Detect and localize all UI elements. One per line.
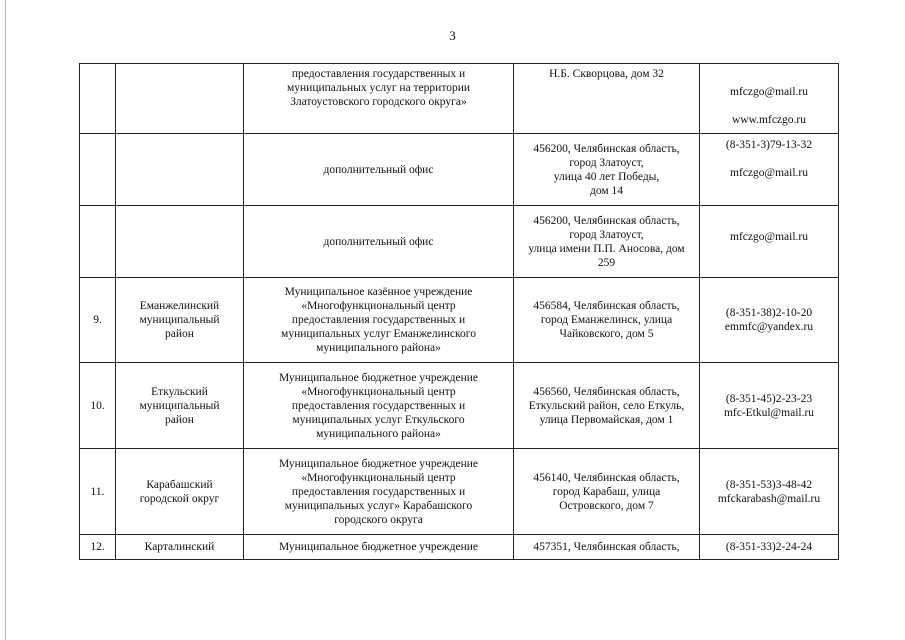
- row-number-cell: [80, 64, 116, 134]
- contacts-cell: (8-351-33)2-24-24: [700, 535, 839, 560]
- contacts-cell: (8-351-3)79-13-32 mfczgo@mail.ru: [700, 134, 839, 206]
- institution-cell: Муниципальное казённое учреждение «Многофункциональный центр предоставления государственных и муниципальных услуг Еманжелинского муниципального района»: [244, 278, 514, 363]
- institution-cell: Муниципальное бюджетное учреждение: [244, 535, 514, 560]
- scan-edge-line: [5, 0, 6, 640]
- table-row: [80, 64, 839, 134]
- district-cell: [116, 206, 244, 278]
- mfc-registry-table: [79, 63, 839, 560]
- address-cell: 456560, Челябинская область, Еткульский район, село Еткуль, улица Первомайская, дом 1: [514, 363, 700, 449]
- contacts-cell: (8-351-45)2-23-23 mfc-Etkul@mail.ru: [700, 363, 839, 449]
- row-number-cell: 11.: [80, 449, 116, 535]
- institution-cell: дополнительный офис: [244, 206, 514, 278]
- address-cell: Н.Б. Скворцова, дом 32: [514, 64, 700, 134]
- address-cell: 456584, Челябинская область, город Еманжелинск, улица Чайковского, дом 5: [514, 278, 700, 363]
- row-number-cell: [80, 206, 116, 278]
- row-number-cell: 10.: [80, 363, 116, 449]
- table-row: [80, 449, 839, 535]
- address-cell: 456140, Челябинская область, город Карабаш, улица Островского, дом 7: [514, 449, 700, 535]
- table-row: [80, 535, 839, 560]
- address-cell: 456200, Челябинская область, город Златоуст, улица 40 лет Победы, дом 14: [514, 134, 700, 206]
- district-cell: Карталинский: [116, 535, 244, 560]
- district-cell: Еманжелинский муниципальный район: [116, 278, 244, 363]
- institution-cell: Муниципальное бюджетное учреждение «Многофункциональный центр предоставления государственных и муниципальных услуг Еткульского муниципального района»: [244, 363, 514, 449]
- row-number-cell: 9.: [80, 278, 116, 363]
- contacts-cell: mfczgo@mail.ru www.mfczgo.ru: [700, 64, 839, 134]
- district-cell: [116, 134, 244, 206]
- district-cell: Карабашский городской округ: [116, 449, 244, 535]
- district-cell: [116, 64, 244, 134]
- institution-cell: дополнительный офис: [244, 134, 514, 206]
- table-row: [80, 278, 839, 363]
- institution-cell: предоставления государственных и муниципальных услуг на территории Златоустовского городского округа»: [244, 64, 514, 134]
- table-row: [80, 134, 839, 206]
- district-cell: Еткульский муниципальный район: [116, 363, 244, 449]
- contacts-cell: mfczgo@mail.ru: [700, 206, 839, 278]
- row-number-cell: [80, 134, 116, 206]
- table-row: [80, 363, 839, 449]
- table-row: [80, 206, 839, 278]
- page-number: 3: [449, 28, 456, 43]
- contacts-cell: (8-351-53)3-48-42 mfckarabash@mail.ru: [700, 449, 839, 535]
- row-number-cell: 12.: [80, 535, 116, 560]
- address-cell: 456200, Челябинская область, город Златоуст, улица имени П.П. Аносова, дом 259: [514, 206, 700, 278]
- institution-cell: Муниципальное бюджетное учреждение «Многофункциональный центр предоставления государственных и муниципальных услуг» Карабашского городского округа: [244, 449, 514, 535]
- address-cell: 457351, Челябинская область,: [514, 535, 700, 560]
- contacts-cell: (8-351-38)2-10-20 emmfc@yandex.ru: [700, 278, 839, 363]
